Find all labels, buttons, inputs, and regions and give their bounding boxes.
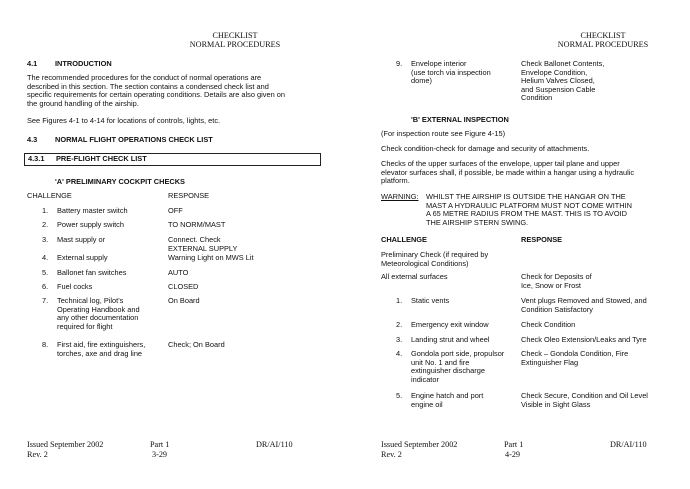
- item-response: Warning Light on MWS Lit: [168, 253, 254, 262]
- upper-surfaces-note: Checks of the upper surfaces of the envelope, upper tail plane and upper elevator surfaces shall, if possible, be made within a hangar using a hydraulic platform.: [381, 159, 635, 186]
- footer-doc-ref: DR/AI/110: [256, 440, 293, 449]
- figures-note: See Figures 4-1 to 4-14 for locations of controls, lights, etc.: [27, 116, 221, 125]
- intro-paragraph: The recommended procedures for the conduct of normal operations are described in this section. The section contains a condensed check list and specific requirements for certain operating conditions. Details are also given on the ground handling of the airship.: [27, 73, 285, 108]
- page-header: [160, 31, 310, 49]
- item-response: Check; On Board: [168, 340, 225, 349]
- item-number: 9.: [396, 59, 403, 68]
- item-response: On Board: [168, 296, 200, 305]
- route-note: (For inspection route see Figure 4-15): [381, 129, 506, 138]
- footer-issued: Issued September 2002: [27, 440, 104, 449]
- warning-text: WHILST THE AIRSHIP IS OUTSIDE THE HANGAR ON THE MAST A HYDRAULIC PLATFORM MUST NOT COME WITHIN A 65 METRE RADIUS FROM THE MAST. THIS IS TO AVOID THE AIRSHIP STERN SWING.: [426, 192, 632, 227]
- section-title: NORMAL FLIGHT OPERATIONS CHECK LIST: [55, 135, 213, 144]
- all-surfaces-challenge: All external surfaces: [381, 272, 448, 281]
- section-box: [24, 153, 321, 166]
- item-response: Connect. Check EXTERNAL SUPPLY: [168, 235, 238, 253]
- footer-part: Part 1: [504, 440, 524, 449]
- right-page: [345, 0, 690, 489]
- item-number: 4.: [42, 253, 49, 262]
- item-number: 2.: [42, 220, 49, 229]
- item-response: Vent plugs Removed and Stowed, and Condition Satisfactory: [521, 296, 647, 314]
- item-number: 3.: [42, 235, 49, 244]
- response-header: RESPONSE: [521, 235, 563, 244]
- item-number: 3.: [396, 335, 403, 344]
- item-number: 6.: [42, 282, 49, 291]
- item-number: 1.: [42, 206, 49, 215]
- header-line2: NORMAL PROCEDURES: [557, 40, 649, 50]
- footer-doc-ref: DR/AI/110: [610, 440, 647, 449]
- item-challenge: Ballonet fan switches: [57, 268, 127, 277]
- footer-rev: Rev. 2: [27, 450, 48, 459]
- item-number: 5.: [42, 268, 49, 277]
- preliminary-check: Preliminary Check (if required by Meteorological Conditions): [381, 250, 489, 268]
- item-challenge: Power supply switch: [57, 220, 124, 229]
- item-challenge: Engine hatch and port engine oil: [411, 391, 484, 409]
- item-response: TO NORM/MAST: [168, 220, 226, 229]
- item-response: Check Secure, Condition and Oil Level Visible in Sight Glass: [521, 391, 648, 409]
- item-challenge: First aid, fire extinguishers, torches, axe and drag line: [57, 340, 146, 358]
- item-response: Check Condition: [521, 320, 576, 329]
- item-response: OFF: [168, 206, 183, 215]
- footer-page-number: 4-29: [505, 450, 521, 459]
- warning-label: WARNING:: [381, 192, 419, 201]
- section-number: 4.1: [27, 59, 38, 68]
- item-number: 4.: [396, 349, 403, 358]
- footer-rev: Rev. 2: [381, 450, 402, 459]
- item-number: 1.: [396, 296, 403, 305]
- item-challenge: Battery master switch: [57, 206, 128, 215]
- header-line2: NORMAL PROCEDURES: [189, 40, 281, 50]
- header-line1: CHECKLIST: [580, 31, 626, 40]
- page-header: [528, 31, 678, 49]
- header-line1: CHECKLIST: [212, 31, 258, 40]
- item-response: Check Oleo Extension/Leaks and Tyre: [521, 335, 647, 344]
- footer-part: Part 1: [150, 440, 170, 449]
- challenge-header: CHALLENGE: [27, 191, 72, 200]
- section-title: PRE-FLIGHT CHECK LIST: [56, 154, 147, 163]
- item-challenge: Technical log, Pilot's Operating Handbook and any other documentation required for flight: [57, 296, 140, 331]
- section-heading: 'B' EXTERNAL INSPECTION: [411, 115, 509, 124]
- item-challenge: Static vents: [411, 296, 450, 305]
- condition-note: Check condition-check for damage and security of attachments.: [381, 144, 590, 153]
- item-number: 5.: [396, 391, 403, 400]
- item-challenge: Envelope interior (use torch via inspection dome): [411, 59, 491, 86]
- section-number: 4.3.1: [28, 154, 45, 163]
- section-number: 4.3: [27, 135, 38, 144]
- item-challenge: Landing strut and wheel: [411, 335, 490, 344]
- item-challenge: External supply: [57, 253, 108, 262]
- item-challenge: Fuel cocks: [57, 282, 93, 291]
- item-response: CLOSED: [168, 282, 199, 291]
- item-response: Check Ballonet Contents, Envelope Condition, Helium Valves Closed, and Suspension Cable Condition: [521, 59, 605, 103]
- item-challenge: Emergency exit window: [411, 320, 489, 329]
- item-number: 8.: [42, 340, 49, 349]
- footer-issued: Issued September 2002: [381, 440, 458, 449]
- item-number: 2.: [396, 320, 403, 329]
- challenge-header: CHALLENGE: [381, 235, 427, 244]
- item-challenge: Mast supply or: [57, 235, 106, 244]
- subheading: 'A' PRELIMINARY COCKPIT CHECKS: [55, 177, 185, 186]
- section-title: INTRODUCTION: [55, 59, 112, 68]
- all-surfaces-response: Check for Deposits of Ice, Snow or Frost: [521, 272, 592, 290]
- item-response: Check – Gondola Condition, Fire Extinguisher Flag: [521, 349, 629, 367]
- item-response: AUTO: [168, 268, 189, 277]
- footer-page-number: 3-29: [152, 450, 168, 459]
- item-number: 7.: [42, 296, 49, 305]
- response-header: RESPONSE: [168, 191, 210, 200]
- item-challenge: Gondola port side, propulsor unit No. 1 and fire extinguisher discharge indicator: [411, 349, 505, 384]
